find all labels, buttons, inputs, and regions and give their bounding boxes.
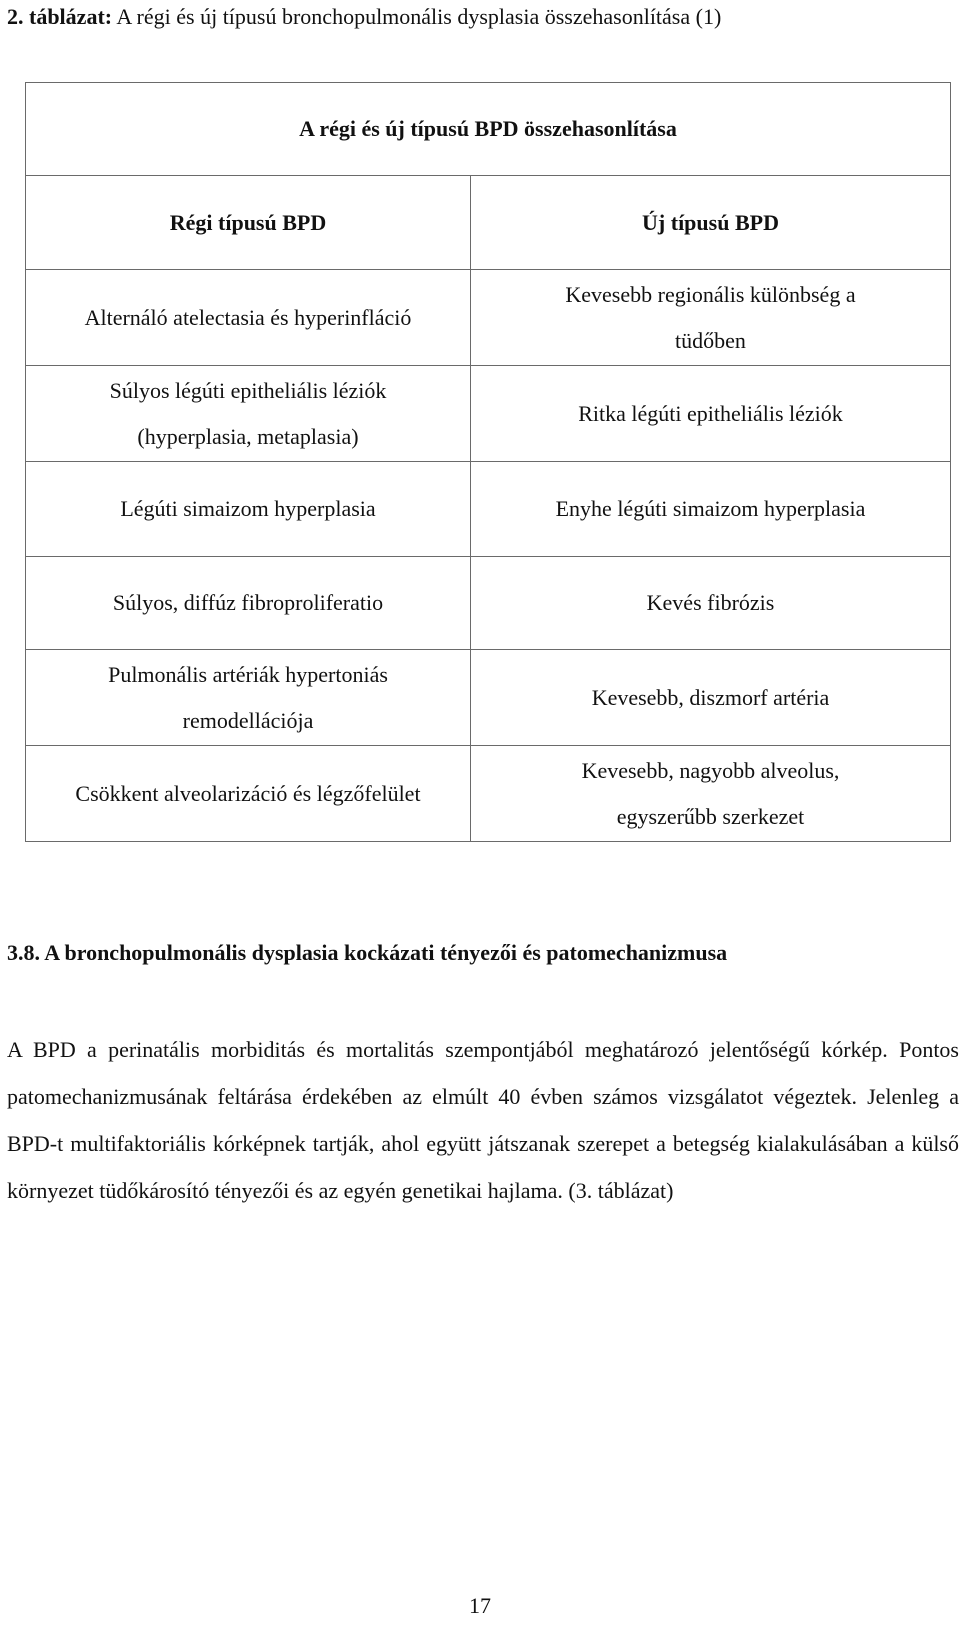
old-cell-2: Súlyos légúti epitheliális léziók (hyperplasia, metaplasia): [26, 366, 471, 462]
old-cell-6: Csökkent alveolarizáció és légzőfelület: [26, 746, 471, 842]
section-heading: 3.8. A bronchopulmonális dysplasia kockázati tényezői és patomechanizmusa: [7, 940, 728, 965]
table-caption-label: 2. táblázat:: [7, 4, 113, 29]
bpd-comparison-table: [25, 82, 951, 842]
page-number: 17: [469, 1593, 491, 1618]
old-cell-1: Alternáló atelectasia és hyperinfláció: [26, 270, 471, 366]
table-row: [26, 270, 951, 366]
table-row: [26, 366, 951, 462]
table-row: [26, 746, 951, 842]
old-cell-5: Pulmonális artériák hypertoniás remodellációja: [26, 650, 471, 746]
new-cell-6: Kevesebb, nagyobb alveolus, egyszerűbb szerkezet: [471, 746, 951, 842]
old-cell-3: Légúti simaizom hyperplasia: [26, 461, 471, 556]
new-cell-5: Kevesebb, diszmorf artéria: [471, 650, 951, 746]
table-row: [26, 461, 951, 556]
table-row: [26, 556, 951, 650]
body-paragraph: A BPD a perinatális morbiditás és mortalitás szempontjából meghatározó jelentőségű kórkép. Pontos patomechanizmusának feltárása érdekében az elmúlt 40 évben számos vizsgálatot végeztek. Jelenleg a BPD-t multifaktoriális kórképnek tartják, ahol együtt játszanak szerepet a betegség kialakulásában a külső környezet tüdőkárosító tényezői és az egyén genetikai hajlama. (3. táblázat): [7, 1037, 959, 1203]
table-row: [26, 83, 951, 176]
table-row: [26, 650, 951, 746]
new-cell-2: Ritka légúti epitheliális léziók: [471, 366, 951, 462]
header-old-bpd: Régi típusú BPD: [26, 175, 471, 270]
old-cell-4: Súlyos, diffúz fibroproliferatio: [26, 556, 471, 650]
table-caption: [7, 2, 721, 32]
new-cell-3: Enyhe légúti simaizom hyperplasia: [471, 461, 951, 556]
header-new-bpd: Új típusú BPD: [471, 175, 951, 270]
new-cell-4: Kevés fibrózis: [471, 556, 951, 650]
table-title: A régi és új típusú BPD összehasonlítása: [26, 83, 951, 176]
table-caption-text: A régi és új típusú bronchopulmonális dysplasia összehasonlítása (1): [112, 4, 722, 29]
table-row: [26, 175, 951, 270]
new-cell-1: Kevesebb regionális különbség a tüdőben: [471, 270, 951, 366]
